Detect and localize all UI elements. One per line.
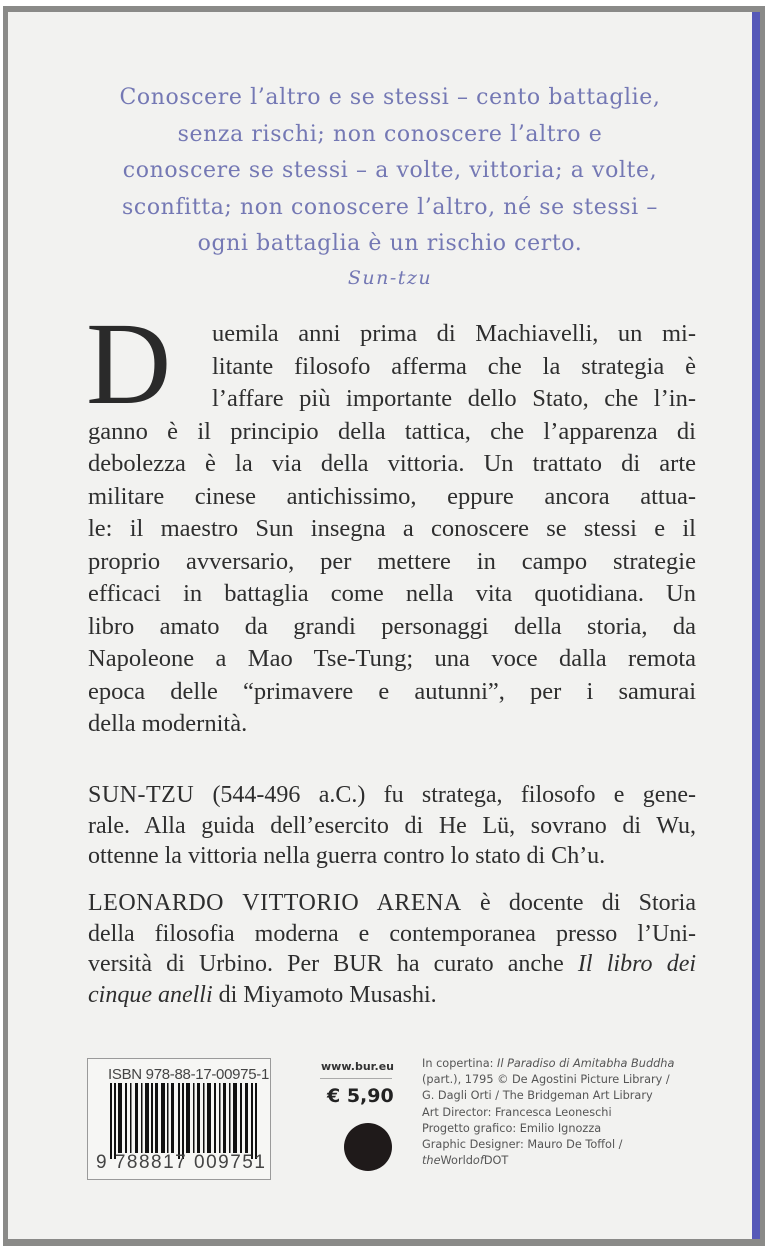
barcode-bars-icon xyxy=(108,1083,258,1159)
quote-author: Sun-tzu xyxy=(347,266,433,289)
credit-text: In copertina: xyxy=(422,1057,498,1070)
description-line: le: il maestro Sun insegna a conoscere se stessi e il xyxy=(88,515,696,542)
description-line: proprio avversario, per mettere in campo strategie xyxy=(88,547,696,575)
credit-line: Graphic Designer: Mauro De Toffol / xyxy=(422,1138,623,1152)
bio-text: (544-496 a.C.) fu stratega, filosofo e gene- xyxy=(194,782,696,808)
isbn-barcode xyxy=(87,1058,271,1180)
spine-accent-strip xyxy=(752,12,760,1239)
description-line: ganno è il principio della tattica, che l’apparenza di xyxy=(88,417,696,445)
isbn-label: ISBN 978-88-17-00975-1 xyxy=(108,1066,270,1083)
quote-line: conoscere se stessi – a volte, vittoria; a volte, xyxy=(122,158,658,183)
book-title-italic: Il libro dei xyxy=(577,951,697,977)
credit-line: G. Dagli Orti / The Bridgeman Art Library xyxy=(422,1089,653,1103)
description-line: Napoleone a Mao Tse-Tung; una voce dalla remota xyxy=(88,645,696,672)
divider xyxy=(320,1078,392,1079)
barcode-digits: 9 788817 009751 xyxy=(96,1152,267,1173)
credit-line: Art Director: Francesca Leoneschi xyxy=(422,1105,612,1119)
description-line: efficaci in battaglia come nella vita quotidiana. Un xyxy=(88,580,696,607)
drop-cap: D xyxy=(86,298,172,429)
cover-artwork-title: Il Paradiso di Amitabha Buddha xyxy=(497,1057,675,1070)
description-line: uemila anni prima di Machiavelli, un mi- xyxy=(212,320,696,347)
quote-line: sconfitta; non conoscere l’altro, né se stessi – xyxy=(122,194,658,220)
bio-line xyxy=(88,780,696,811)
quote-line: senza rischi; non conoscere l’altro e xyxy=(177,121,603,147)
credit-text: the xyxy=(422,1154,441,1168)
spine-edge xyxy=(760,12,765,1239)
bio-line xyxy=(88,949,696,980)
credit-text: of xyxy=(472,1154,484,1168)
credit-text: World xyxy=(440,1154,473,1168)
publisher-url: www.bur.eu xyxy=(321,1060,394,1073)
author-bio xyxy=(88,780,696,872)
bio-line xyxy=(88,980,696,1011)
bio-line xyxy=(88,888,696,919)
editor-bio xyxy=(88,888,696,1010)
description-line: litante filosofo afferma che la strategia è xyxy=(212,352,696,380)
bio-text: è docente di Storia xyxy=(461,890,696,916)
quote-line: Conoscere l’altro e se stessi – cento battaglie, xyxy=(119,85,661,110)
author-name: SUN-TZU xyxy=(88,782,195,808)
description-line: libro amato da grandi personaggi della storia, da xyxy=(88,612,696,640)
editor-name: LEONARDO VITTORIO ARENA xyxy=(88,890,462,916)
credit-line: (part.), 1795 © De Agostini Picture Library / xyxy=(422,1073,670,1087)
price-dot-icon xyxy=(344,1123,392,1171)
description-line: epoca delle “primavere e autunni”, per i samurai xyxy=(88,677,696,705)
description-line: debolezza è la via della vittoria. Un trattato di arte xyxy=(88,450,696,477)
credit-text: DOT xyxy=(483,1154,509,1168)
credit-line xyxy=(422,1153,742,1169)
cover-credits xyxy=(422,1056,742,1169)
bio-line: rale. Alla guida dell’esercito di He Lü, sovrano di Wu, xyxy=(88,812,696,839)
credit-line xyxy=(422,1056,742,1072)
bio-text: di Miyamoto Musashi. xyxy=(212,981,437,1008)
book-description xyxy=(86,298,696,741)
bio-line: ottenne la vittoria nella guerra contro lo stato di Ch’u. xyxy=(88,843,606,869)
bio-text: versità di Urbino. Per BUR ha curato anche xyxy=(88,951,578,977)
bio-line: della filosofia moderna e contemporanea presso l’Uni- xyxy=(88,920,696,947)
credit-line: Progetto grafico: Emilio Ignozza xyxy=(422,1121,602,1135)
description-line: militare cinese antichissimo, eppure ancora attua- xyxy=(88,482,696,510)
description-line: della modernità. xyxy=(88,710,248,737)
epigraph-quote xyxy=(84,80,696,293)
quote-line: ogni battaglia è un rischio certo. xyxy=(197,231,583,256)
price-label: € 5,90 xyxy=(327,1085,394,1107)
description-line: l’affare più importante dello Stato, che l’in- xyxy=(212,385,696,412)
book-title-italic: cinque anelli xyxy=(88,981,213,1008)
